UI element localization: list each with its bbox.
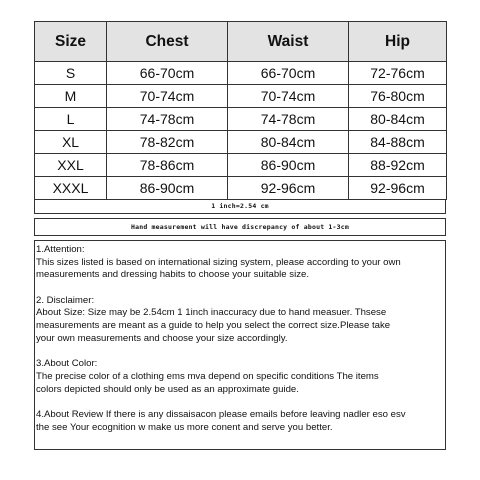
table-header-row [35,22,447,62]
table-row [35,154,447,177]
waist-cell: 92-96cm [228,177,349,200]
review-line: the see Your ecognition w make us more conent and serve you better. [36,421,333,433]
disclaimer-block [36,295,444,346]
waist-cell: 80-84cm [228,131,349,154]
waist-cell: 70-74cm [228,85,349,108]
color-line: The precise color of a clothing ems mva depend on specific conditions The items [36,370,379,382]
notes-section [34,240,446,450]
hip-cell: 76-80cm [349,85,447,108]
hip-cell: 88-92cm [349,154,447,177]
hip-cell: 84-88cm [349,131,447,154]
size-cell: S [35,62,107,85]
table-row [35,131,447,154]
table-row [35,62,447,85]
attention-block [36,244,444,282]
chest-cell: 74-78cm [107,108,228,131]
waist-cell: 74-78cm [228,108,349,131]
disclaimer-line: measurements are meant as a guide to help you select the correct size.Please take [36,320,391,332]
chest-cell: 86-90cm [107,177,228,200]
disclaimer-line: your own measurements and choose your size accordingly. [36,332,288,344]
disclaimer-line: About Size: Size may be 2.54cm 1 1inch inaccuracy due to hand measuer. Thsese [36,307,387,319]
color-title: 3.About Color: [36,358,98,370]
size-table [34,21,447,200]
header-waist: Waist [228,22,349,62]
size-cell: XXXL [35,177,107,200]
header-chest: Chest [107,22,228,62]
hip-cell: 72-76cm [349,62,447,85]
waist-cell: 86-90cm [228,154,349,177]
hip-cell: 92-96cm [349,177,447,200]
chest-cell: 78-82cm [107,131,228,154]
attention-line: measurements and dressing habits to choose your suitable size. [36,269,310,281]
hip-cell: 80-84cm [349,108,447,131]
disclaimer-title: 2. Disclaimer: [36,294,95,306]
discrepancy-note: Hand measurement will have discrepancy of about 1-3cm [34,218,446,236]
header-hip: Hip [349,22,447,62]
review-line: 4.About Review If there is any dissaisacon please emails before leaving nadler eso esv [36,408,406,420]
inch-conversion-note: 1 inch=2.54 cm [34,200,446,214]
table-row [35,108,447,131]
header-size: Size [35,22,107,62]
attention-line: This sizes listed is based on international sizing system, please according to your own [36,256,401,268]
waist-cell: 66-70cm [228,62,349,85]
table-row [35,85,447,108]
size-cell: M [35,85,107,108]
size-cell: XXL [35,154,107,177]
chest-cell: 66-70cm [107,62,228,85]
size-cell: XL [35,131,107,154]
color-line: colors depicted should only be used as an approximate guide. [36,383,299,395]
color-block [36,358,444,396]
size-cell: L [35,108,107,131]
chest-cell: 78-86cm [107,154,228,177]
review-block [36,409,444,434]
attention-title: 1.Attention: [36,244,85,255]
size-chart [34,21,446,450]
table-row [35,177,447,200]
chest-cell: 70-74cm [107,85,228,108]
